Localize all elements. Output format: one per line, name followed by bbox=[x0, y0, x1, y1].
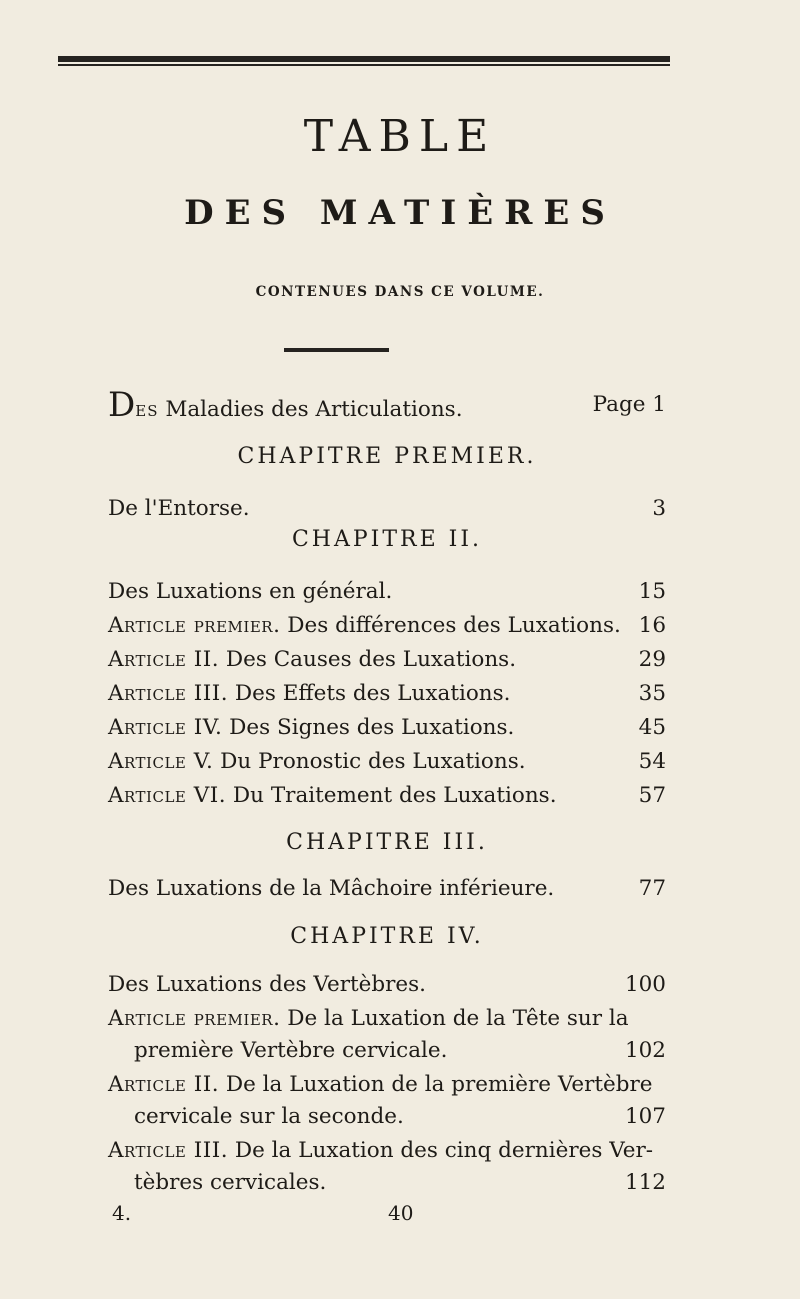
toc-entry bbox=[108, 645, 666, 675]
page-subtitle: DES MATIÈRES bbox=[184, 193, 616, 233]
section-rule bbox=[284, 348, 389, 352]
chapter-heading: CHAPITRE II. bbox=[291, 527, 483, 552]
chapter-heading: CHAPITRE PREMIER. bbox=[237, 444, 537, 469]
article-label: Article III. bbox=[108, 1138, 229, 1163]
toc-entry bbox=[108, 747, 666, 777]
catchword: 40 bbox=[388, 1201, 414, 1225]
entry-text: Du Traitement des Luxations. bbox=[232, 783, 557, 808]
toc-entry bbox=[108, 679, 666, 709]
article-label: Article IV. bbox=[108, 715, 223, 740]
entry-text: Du Pronostic des Luxations. bbox=[220, 749, 526, 774]
entry-text: Des Luxations de la Mâchoire inférieure. bbox=[108, 876, 555, 901]
entry-text: première Vertèbre cervicale. bbox=[134, 1038, 448, 1063]
entry-page: Page 1 bbox=[592, 392, 666, 417]
toc-entry bbox=[108, 713, 666, 743]
entry-text: Des Luxations en général. bbox=[108, 579, 393, 604]
toc-entry bbox=[108, 781, 666, 811]
entry-text: Maladies des Articulations. bbox=[165, 397, 463, 422]
toc-entry-continuation bbox=[134, 1102, 666, 1132]
entry-text: De la Luxation des cinq dernières Ver- bbox=[234, 1138, 654, 1163]
article-label: Article II. bbox=[108, 1072, 220, 1097]
toc-entry-continuation bbox=[134, 1168, 666, 1198]
page-caption: CONTENUES DANS CE VOLUME. bbox=[255, 284, 545, 300]
entry-text: tèbres cervicales. bbox=[134, 1170, 327, 1195]
entry-page: 107 bbox=[624, 1104, 666, 1129]
entry-text: De la Luxation de la première Vertèbre bbox=[225, 1072, 653, 1097]
drop-cap: D bbox=[108, 385, 136, 425]
toc-entry bbox=[108, 1136, 666, 1166]
article-label: Article III. bbox=[108, 681, 229, 706]
entry-page: 45 bbox=[638, 715, 666, 740]
toc-entry-continuation bbox=[134, 1036, 666, 1066]
page-title: TABLE bbox=[303, 111, 497, 162]
toc-entry bbox=[108, 874, 666, 904]
entry-page: 29 bbox=[638, 647, 666, 672]
chapter-heading: CHAPITRE IV. bbox=[290, 924, 484, 949]
article-label: Article premier. bbox=[108, 613, 281, 638]
toc-entry bbox=[108, 494, 666, 524]
entry-text: De la Luxation de la Tête sur la bbox=[287, 1006, 629, 1031]
entry-page: 54 bbox=[638, 749, 666, 774]
top-rule-thin bbox=[58, 64, 670, 66]
entry-page: 15 bbox=[638, 579, 666, 604]
entry-page: 3 bbox=[652, 496, 666, 521]
signature-mark: 4. bbox=[112, 1201, 132, 1225]
entry-page: 77 bbox=[638, 876, 666, 901]
toc-entry-intro bbox=[108, 385, 666, 426]
entry-text: cervicale sur la seconde. bbox=[134, 1104, 404, 1129]
entry-page: 16 bbox=[638, 613, 666, 638]
toc-entry bbox=[108, 970, 666, 1000]
article-label: Article premier. bbox=[108, 1006, 281, 1031]
article-label: Article VI. bbox=[108, 783, 227, 808]
small-caps-text: ES bbox=[135, 402, 159, 420]
entry-text: Des Effets des Luxations. bbox=[234, 681, 511, 706]
top-rule-thick bbox=[58, 56, 670, 62]
entry-text: De l'Entorse. bbox=[108, 496, 250, 521]
toc-entry bbox=[108, 1070, 666, 1100]
chapter-heading: CHAPITRE III. bbox=[286, 830, 488, 855]
entry-text: Des Luxations des Vertèbres. bbox=[108, 972, 426, 997]
entry-page: 35 bbox=[638, 681, 666, 706]
toc-entry bbox=[108, 577, 666, 607]
article-label: Article V. bbox=[108, 749, 214, 774]
entry-text: Des différences des Luxations. bbox=[287, 613, 621, 638]
entry-page: 112 bbox=[624, 1170, 666, 1195]
entry-page: 102 bbox=[624, 1038, 666, 1063]
entry-text: Des Causes des Luxations. bbox=[225, 647, 517, 672]
toc-entry bbox=[108, 611, 666, 641]
article-label: Article II. bbox=[108, 647, 220, 672]
entry-page: 100 bbox=[624, 972, 666, 997]
toc-entry bbox=[108, 1004, 666, 1034]
entry-text: Des Signes des Luxations. bbox=[229, 715, 515, 740]
entry-page: 57 bbox=[638, 783, 666, 808]
